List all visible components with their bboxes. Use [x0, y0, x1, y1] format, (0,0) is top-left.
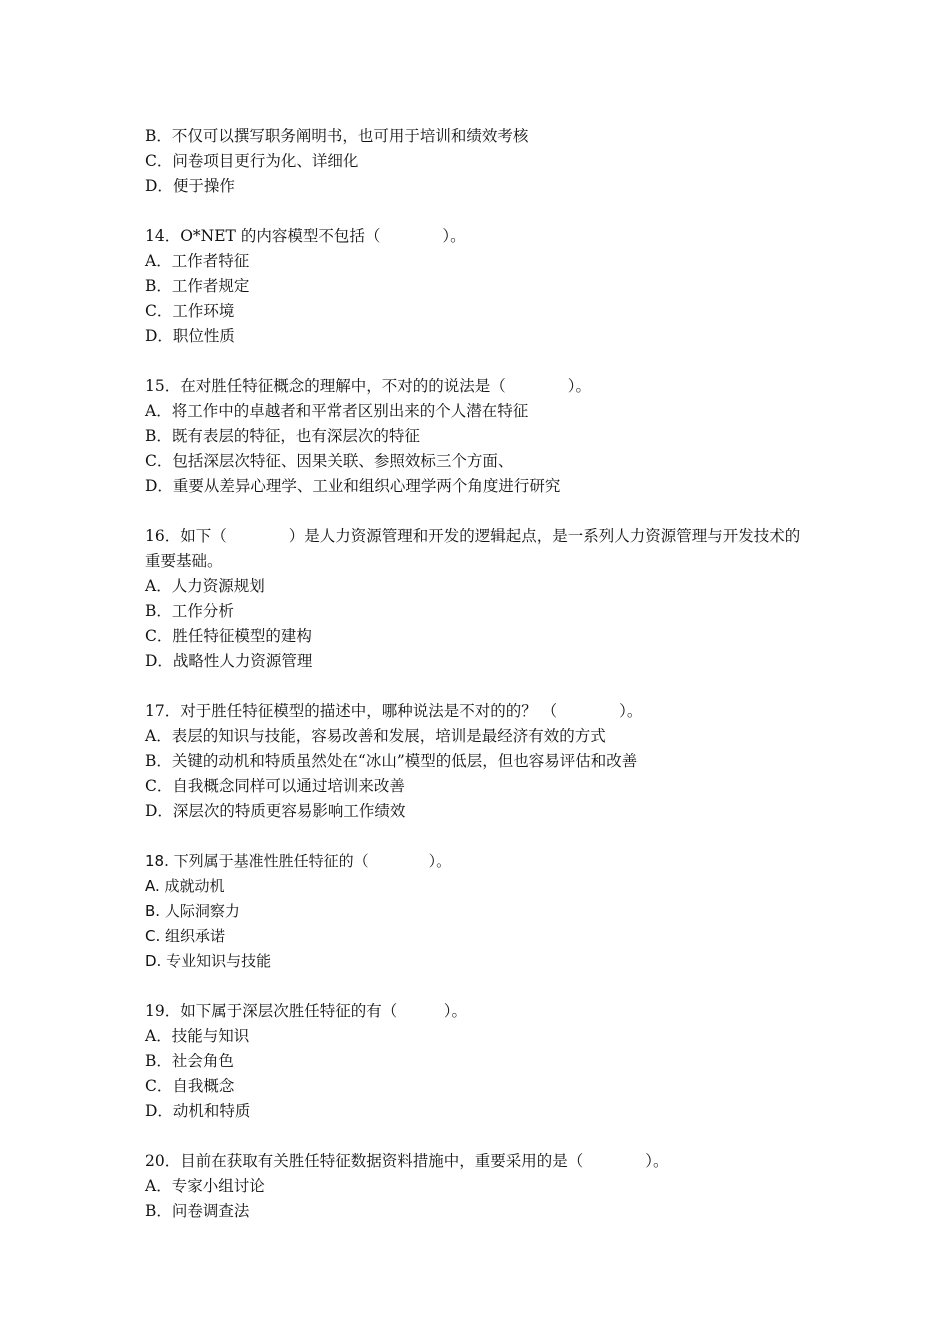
option-c: C．包括深层次特征、因果关联、参照效标三个方面、 [145, 452, 514, 470]
option-b: B．工作者规定 [145, 277, 250, 295]
option-a: A．将工作中的卓越者和平常者区别出来的个人潜在特征 [145, 402, 529, 420]
option-d: D．重要从差异心理学、工业和组织心理学两个角度进行研究 [145, 477, 561, 495]
option-b: B. 人际洞察力 [145, 902, 240, 920]
option-c: C．自我概念 [145, 1077, 235, 1095]
option-a: A．表层的知识与技能，容易改善和发展，培训是最经济有效的方式 [145, 727, 606, 745]
question-14 [145, 224, 810, 349]
question-stem: 17．对于胜任特征模型的描述中，哪种说法是不对的的？ （ ）。 [145, 702, 643, 720]
option-b: B．关键的动机和特质虽然处在“冰山”模型的低层，但也容易评估和改善 [145, 752, 638, 770]
option-d: D．动机和特质 [145, 1102, 251, 1120]
question-17 [145, 699, 810, 824]
option-c: C．自我概念同样可以通过培训来改善 [145, 777, 405, 795]
option-a: A．工作者特征 [145, 252, 250, 270]
question-16 [145, 524, 810, 674]
option-b: B．工作分析 [145, 602, 234, 620]
question-20 [145, 1149, 810, 1224]
option-c: C．工作环境 [145, 302, 235, 320]
question-13-options-continued [145, 124, 810, 199]
question-stem: 16．如下（ ）是人力资源管理和开发的逻辑起点，是一系列人力资源管理与开发技术的重要基础。 [145, 527, 801, 570]
document-page [145, 124, 810, 1224]
option-d: D．职位性质 [145, 327, 235, 345]
option-d: D．便于操作 [145, 177, 235, 195]
option-b: B．既有表层的特征，也有深层次的特征 [145, 427, 420, 445]
question-18 [145, 849, 810, 974]
option-b: B．问卷调查法 [145, 1202, 250, 1220]
question-stem: 15．在对胜任特征概念的理解中，不对的的说法是（ ）。 [145, 377, 591, 395]
option-b: B．不仅可以撰写职务阐明书，也可用于培训和绩效考核 [145, 127, 529, 145]
option-c: C. 组织承诺 [145, 927, 226, 945]
option-b: B．社会角色 [145, 1052, 234, 1070]
question-15 [145, 374, 810, 499]
option-a: A．技能与知识 [145, 1027, 250, 1045]
question-stem: 14．O*NET 的内容模型不包括（ ）。 [145, 227, 466, 245]
option-d: D．深层次的特质更容易影响工作绩效 [145, 802, 406, 820]
question-stem: 18. 下列属于基准性胜任特征的（ ）。 [145, 852, 452, 870]
option-a: A．专家小组讨论 [145, 1177, 265, 1195]
option-c: C．问卷项目更行为化、详细化 [145, 152, 359, 170]
option-a: A．人力资源规划 [145, 577, 265, 595]
question-stem: 19．如下属于深层次胜任特征的有（ ）。 [145, 1002, 467, 1020]
question-19 [145, 999, 810, 1124]
option-d: D. 专业知识与技能 [145, 952, 272, 970]
option-d: D．战略性人力资源管理 [145, 652, 313, 670]
option-c: C．胜任特征模型的建构 [145, 627, 312, 645]
option-a: A. 成就动机 [145, 877, 225, 895]
question-stem: 20．目前在获取有关胜任特征数据资料措施中，重要采用的是（ ）。 [145, 1152, 669, 1170]
